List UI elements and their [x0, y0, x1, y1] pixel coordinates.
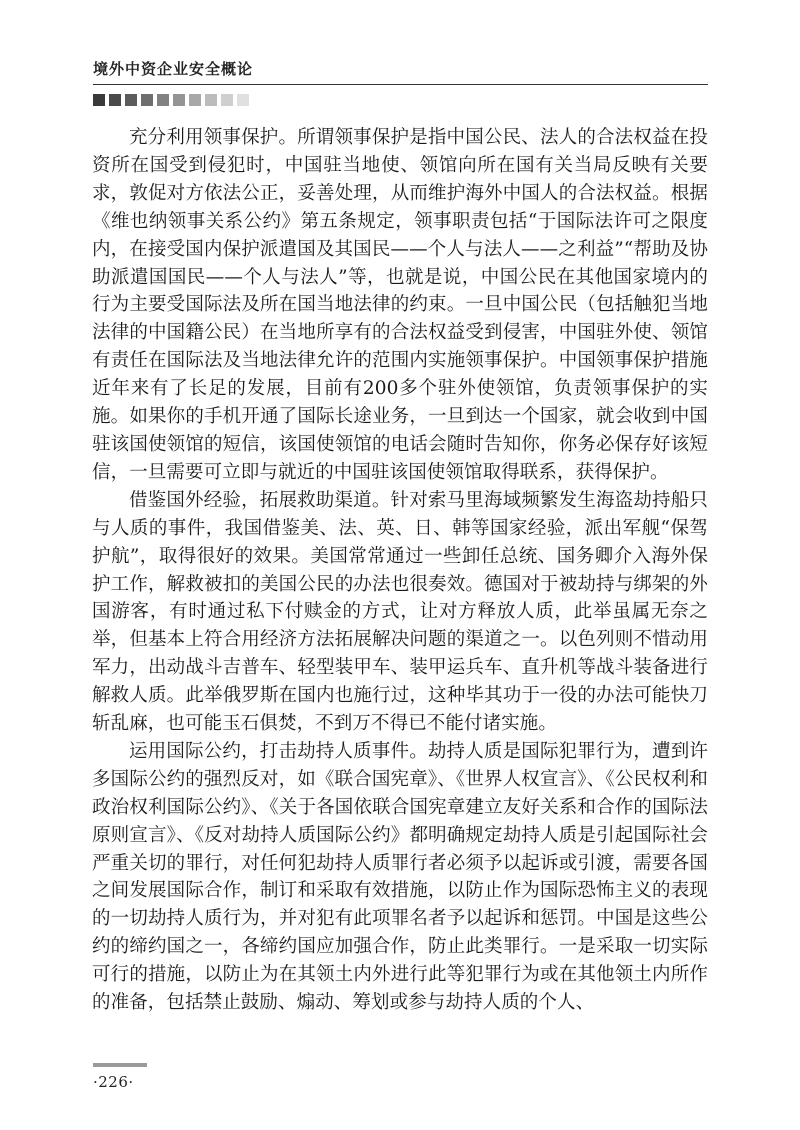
decorative-squares — [93, 94, 708, 106]
decorative-square — [157, 94, 169, 106]
decorative-square — [173, 94, 185, 106]
header-rule — [93, 84, 708, 85]
page-number: ·226· — [93, 1073, 134, 1091]
footer-bar — [93, 1063, 147, 1067]
body-text — [92, 124, 708, 1017]
decorative-square — [221, 94, 233, 106]
paragraph-consular-protection: 充分利用领事保护。所谓领事保护是指中国公民、法人的合法权益在投资所在国受到侵犯时，中国驻当地使、领馆向所在国有关当局反映有关要求，敦促对方依法公正，妥善处理，从而维护海外中国人的合法权益。根据《维也纳领事关系公约》第五条规定，领事职责包括“于国际法许可之限度内，在接受国内保护派遣国及其国民——个人与法人——之利益”“帮助及协助派遣国国民——个人与法人”等，也就是说，中国公民在其他国家境内的行为主要受国际法及所在国当地法律的约束。一旦中国公民（包括触犯当地法律的中国籍公民）在当地所享有的合法权益受到侵害，中国驻外使、领馆有责任在国际法及当地法律允许的范围内实施领事保护。中国领事保护措施近年来有了长足的发展，目前有200多个驻外使领馆，负责领事保护的实施。如果你的手机开通了国际长途业务，一旦到达一个国家，就会收到中国驻该国使领馆的短信，该国使领馆的电话会随时告知你，你务必保存好该短信，一旦需要可立即与就近的中国驻该国使领馆取得联系，获得保护。 — [92, 127, 708, 483]
paragraph-foreign-experience: 借鉴国外经验，拓展救助渠道。针对索马里海域频繁发生海盗劫持船只与人质的事件，我国借鉴美、法、英、日、韩等国家经验，派出军舰“保驾护航”，取得很好的效果。美国常常通过一些卸任总统、国务卿介入海外保护工作，解救被扣的美国公民的办法也很奏效。德国对于被劫持与绑架的外国游客，有时通过私下付赎金的方式，让对方释放人质，此举虽属无奈之举，但基本上符合用经济方法拓展解决问题的渠道之一。以色列则不惜动用军力，出动战斗吉普车、轻型装甲车、装甲运兵车、直升机等战斗装备进行解救人质。此举俄罗斯在国内也施行过，这种毕其功于一役的办法可能快刀斩乱麻，也可能玉石俱焚，不到万不得已不能付诸实施。 — [92, 489, 708, 735]
paragraph-international-conventions: 运用国际公约，打击劫持人质事件。劫持人质是国际犯罪行为，遭到许多国际公约的强烈反对，如《联合国宪章》、《世界人权宣言》、《公民权利和政治权利国际公约》、《关于各国依联合国宪章建立友好关系和合作的国际法原则宣言》、《反对劫持人质国际公约》都明确规定劫持人质是引起国际社会严重关切的罪行，对任何犯劫持人质罪行者必须予以起诉或引渡，需要各国之间发展国际合作，制订和采取有效措施，以防止作为国际恐怖主义的表现的一切劫持人质行为，并对犯有此项罪名者予以起诉和惩罚。中国是这些公约的缔约国之一，各缔约国应加强合作，防止此类罪行。一是采取一切实际可行的措施，以防止为在其领土内外进行此等犯罪行为或在其他领土内所作的准备，包括禁止鼓励、煽动、筹划或参与劫持人质的个人、 — [92, 740, 708, 1014]
decorative-square — [189, 94, 201, 106]
decorative-square — [109, 94, 121, 106]
decorative-square — [125, 94, 137, 106]
decorative-square — [93, 94, 105, 106]
decorative-square — [205, 94, 217, 106]
decorative-square — [237, 94, 249, 106]
header-title: 境外中资企业安全概论 — [93, 60, 254, 78]
decorative-square — [141, 94, 153, 106]
running-header — [93, 57, 708, 106]
page-footer — [93, 1063, 147, 1091]
